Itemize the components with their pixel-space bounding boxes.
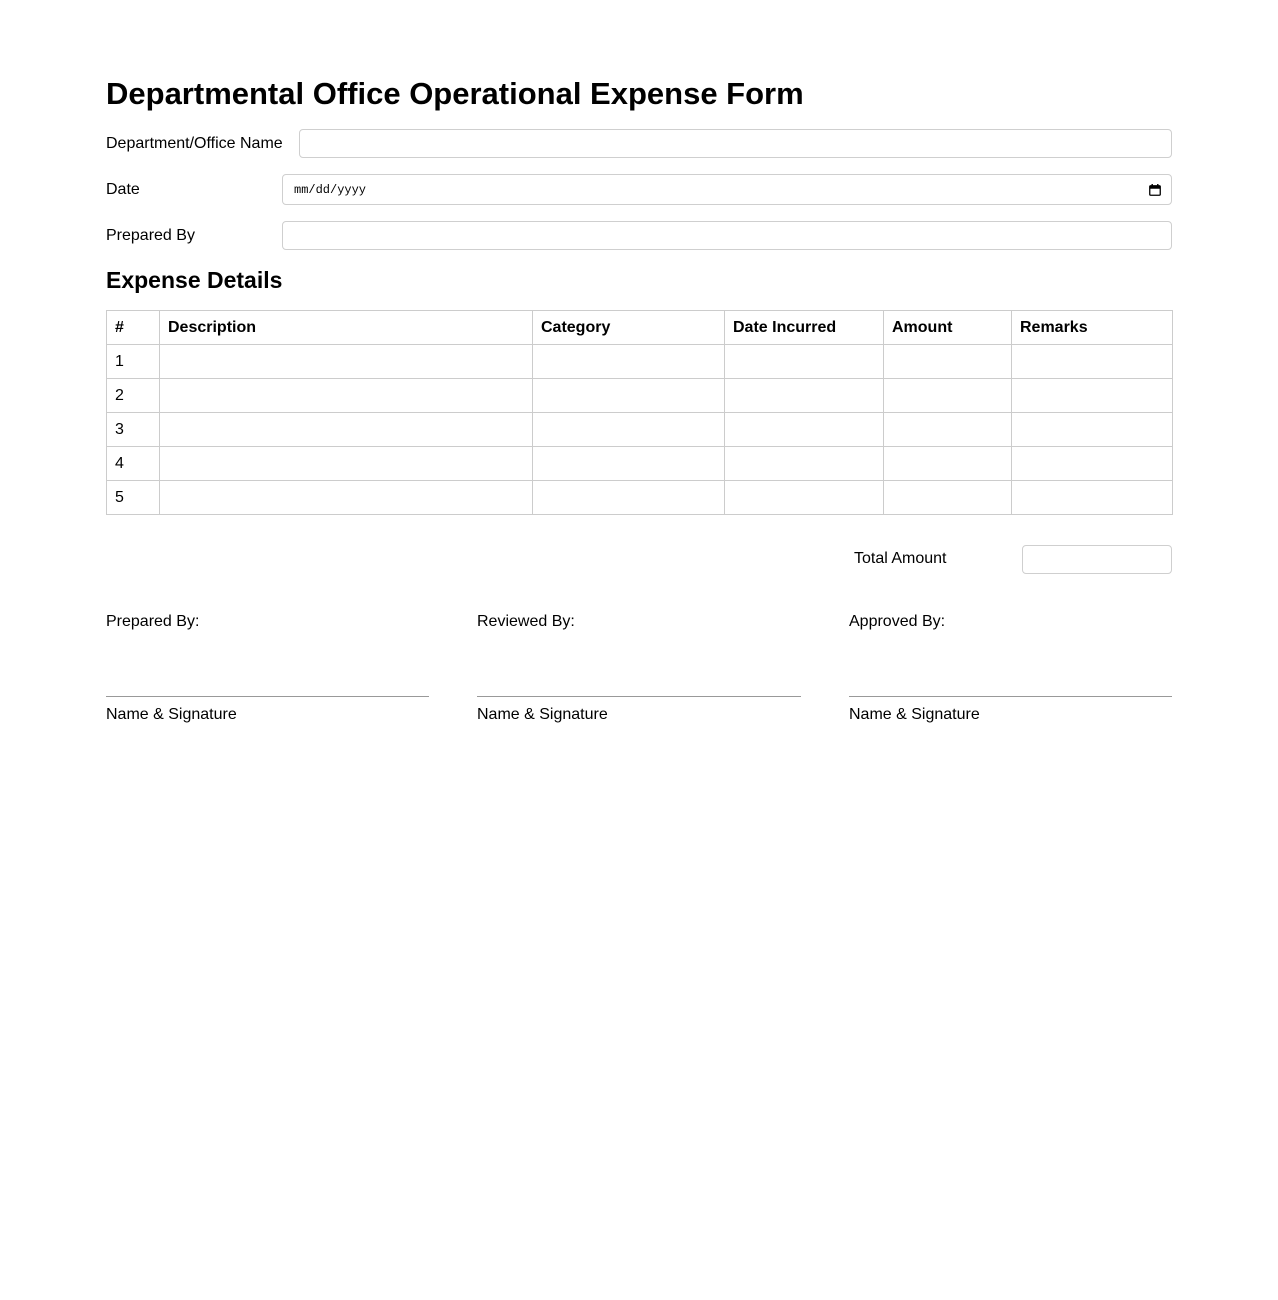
date-incurred-cell[interactable] [725,379,884,413]
signature-prepared-by [106,612,429,732]
table-row [107,345,1173,379]
category-cell[interactable] [533,345,725,379]
table-row [107,413,1173,447]
date-incurred-cell[interactable] [725,447,884,481]
total-amount-input[interactable] [1022,545,1172,574]
table-row [107,447,1173,481]
signature-line[interactable] [849,696,1172,697]
row-number: 4 [107,447,160,481]
column-header-description: Description [160,311,533,345]
signature-caption: Name & Signature [849,706,980,723]
signature-reviewed-by [477,612,801,732]
amount-cell[interactable] [884,379,1012,413]
date-placeholder: mm/dd/yyyy [294,182,367,197]
remarks-cell[interactable] [1012,379,1173,413]
category-cell[interactable] [533,447,725,481]
table-row [107,481,1173,515]
prepared-by-label: Prepared By [106,227,195,244]
column-header-category: Category [533,311,725,345]
row-number: 1 [107,345,160,379]
category-cell[interactable] [533,481,725,515]
signature-approved-by [849,612,1172,732]
row-number: 2 [107,379,160,413]
amount-cell[interactable] [884,345,1012,379]
expense-table [106,310,1173,515]
category-cell[interactable] [533,413,725,447]
table-row [107,379,1173,413]
description-cell[interactable] [160,345,533,379]
column-header-number: # [107,311,160,345]
date-incurred-cell[interactable] [725,413,884,447]
signature-line[interactable] [106,696,429,697]
table-header-row [107,311,1173,345]
total-amount-label: Total Amount [854,550,947,567]
amount-cell[interactable] [884,481,1012,515]
signature-caption: Name & Signature [106,706,237,723]
description-cell[interactable] [160,447,533,481]
row-number: 3 [107,413,160,447]
signature-role: Reviewed By: [477,613,575,630]
row-number: 5 [107,481,160,515]
description-cell[interactable] [160,481,533,515]
page-title: Departmental Office Operational Expense Form [106,76,804,111]
description-cell[interactable] [160,413,533,447]
column-header-date-incurred: Date Incurred [725,311,884,345]
signature-role: Prepared By: [106,613,200,630]
amount-cell[interactable] [884,413,1012,447]
remarks-cell[interactable] [1012,447,1173,481]
department-input[interactable] [299,129,1172,158]
calendar-icon[interactable] [1149,184,1161,196]
remarks-cell[interactable] [1012,345,1173,379]
department-label: Department/Office Name [106,135,283,152]
amount-cell[interactable] [884,447,1012,481]
remarks-cell[interactable] [1012,481,1173,515]
date-incurred-cell[interactable] [725,345,884,379]
date-label: Date [106,181,140,198]
column-header-remarks: Remarks [1012,311,1173,345]
column-header-amount: Amount [884,311,1012,345]
signature-caption: Name & Signature [477,706,608,723]
signature-role: Approved By: [849,613,946,630]
date-incurred-cell[interactable] [725,481,884,515]
category-cell[interactable] [533,379,725,413]
remarks-cell[interactable] [1012,413,1173,447]
description-cell[interactable] [160,379,533,413]
expense-details-heading: Expense Details [106,267,283,293]
prepared-by-input[interactable] [282,221,1172,250]
signature-line[interactable] [477,696,801,697]
date-input[interactable] [282,174,1172,205]
